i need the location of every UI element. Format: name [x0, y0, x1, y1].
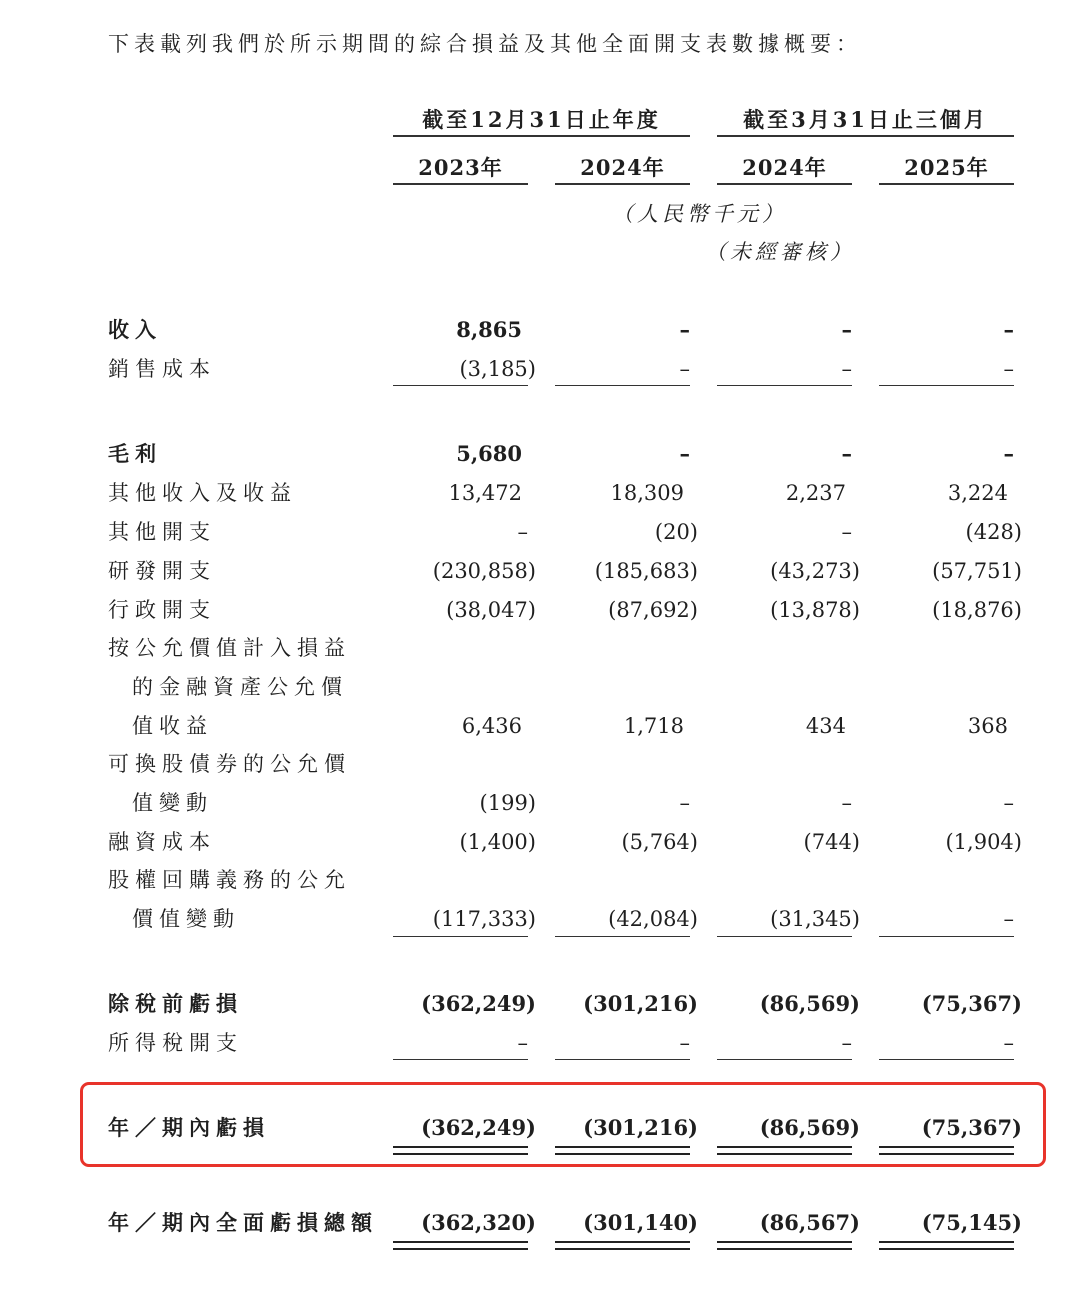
subtotal-rule	[717, 1059, 852, 1060]
cell: (428)	[965, 520, 1022, 544]
cell: 368	[967, 714, 1008, 738]
row-label: 按公允價值計入損益	[108, 636, 351, 660]
cell: –	[679, 441, 690, 466]
cell: (230,858)	[432, 559, 536, 583]
cell: –	[1003, 1031, 1014, 1055]
row-rnd-expenses	[0, 555, 1080, 587]
header-year-2023: 2023年	[393, 153, 528, 185]
cell: 5,680	[456, 441, 522, 466]
subtotal-rule	[555, 1059, 690, 1060]
subtotal-rule	[717, 385, 852, 386]
cell: (301,216)	[583, 1115, 698, 1140]
cell: (18,876)	[932, 598, 1022, 622]
cell: –	[1003, 317, 1014, 342]
row-label: 年／期內全面虧損總額	[108, 1210, 378, 1235]
cell: –	[841, 1031, 852, 1055]
unit-label: （人民幣千元）	[612, 202, 787, 226]
row-other-income	[0, 477, 1080, 509]
cell: (86,567)	[759, 1210, 860, 1235]
cell: (362,249)	[421, 991, 536, 1016]
row-fvtpl-line1	[0, 632, 1080, 664]
row-label: 銷售成本	[108, 357, 216, 381]
cell: –	[841, 520, 852, 544]
cell: (185,683)	[594, 559, 698, 583]
intro-text: 下表載列我們於所示期間的綜合損益及其他全面開支表數據概要：	[108, 32, 862, 56]
cell: –	[1003, 357, 1014, 381]
row-cost-of-sales	[0, 353, 1080, 385]
cell: –	[679, 791, 690, 815]
subtotal-rule	[393, 385, 528, 386]
row-other-expenses	[0, 516, 1080, 548]
row-fvtpl-line2	[0, 671, 1080, 703]
row-total-comprehensive-loss	[0, 1207, 1080, 1239]
row-label: 其他開支	[108, 520, 216, 544]
subtotal-rule	[879, 936, 1014, 937]
cell: (301,140)	[583, 1210, 698, 1235]
row-finance-costs	[0, 826, 1080, 858]
total-double-rule	[717, 1241, 852, 1250]
row-label: 年／期內虧損	[108, 1115, 270, 1140]
cell: (301,216)	[583, 991, 698, 1016]
cell: –	[841, 317, 852, 342]
cell: –	[1003, 441, 1014, 466]
row-label: 毛利	[108, 441, 162, 466]
header-year-2024-q1: 2024年	[717, 153, 852, 185]
cell: (5,764)	[621, 830, 698, 854]
cell: (117,333)	[432, 907, 536, 931]
cell: (75,145)	[921, 1210, 1022, 1235]
subtotal-rule	[879, 385, 1014, 386]
cell: 6,436	[461, 714, 522, 738]
header-group-quarter: 截至3月31日止三個月	[717, 105, 1014, 137]
unaudited-label: （未經審核）	[705, 240, 855, 264]
highlight-box	[80, 1082, 1046, 1167]
subtotal-rule	[555, 936, 690, 937]
cell: –	[1003, 791, 1014, 815]
cell: (87,692)	[608, 598, 698, 622]
row-label: 其他收入及收益	[108, 481, 297, 505]
row-fvtpl-gain	[0, 710, 1080, 742]
row-label: 值變動	[132, 791, 213, 815]
cell: –	[679, 317, 690, 342]
cell: (38,047)	[446, 598, 536, 622]
cell: (31,345)	[770, 907, 860, 931]
row-redemption-change	[0, 903, 1080, 935]
header-group-year: 截至12月31日止年度	[393, 105, 690, 137]
subtotal-rule	[717, 936, 852, 937]
cell: (43,273)	[770, 559, 860, 583]
cell: 8,865	[456, 317, 522, 342]
row-label: 的金融資產公允價	[132, 675, 348, 699]
row-label: 收入	[108, 317, 162, 342]
total-double-rule	[555, 1241, 690, 1250]
row-gross-profit	[0, 438, 1080, 470]
row-admin-expenses	[0, 594, 1080, 626]
cell: (1,904)	[945, 830, 1022, 854]
cell: –	[841, 357, 852, 381]
row-income-tax	[0, 1027, 1080, 1059]
total-double-rule	[879, 1241, 1014, 1250]
cell: (362,249)	[421, 1115, 536, 1140]
cell: –	[679, 357, 690, 381]
cell: 13,472	[448, 481, 522, 505]
row-label: 融資成本	[108, 830, 216, 854]
row-label: 所得稅開支	[108, 1031, 243, 1055]
cell: –	[679, 1031, 690, 1055]
row-label: 可換股債券的公允價	[108, 752, 351, 776]
cell: 18,309	[610, 481, 684, 505]
cell: 2,237	[785, 481, 846, 505]
row-loss-before-tax	[0, 988, 1080, 1020]
row-redemption-line1	[0, 864, 1080, 896]
row-label: 除稅前虧損	[108, 991, 243, 1016]
cell: (744)	[803, 830, 860, 854]
cell: (20)	[654, 520, 698, 544]
row-label: 價值變動	[132, 907, 240, 931]
cell: (3,185)	[459, 357, 536, 381]
header-year-2024: 2024年	[555, 153, 690, 185]
header-year-2025-q1: 2025年	[879, 153, 1014, 185]
subtotal-rule	[555, 385, 690, 386]
cell: (75,367)	[921, 1115, 1022, 1140]
cell: (86,569)	[759, 991, 860, 1016]
row-label: 研發開支	[108, 559, 216, 583]
cell: 434	[805, 714, 846, 738]
cell: 3,224	[947, 481, 1008, 505]
cell: (86,569)	[759, 1115, 860, 1140]
cell: (1,400)	[459, 830, 536, 854]
cell: (13,878)	[770, 598, 860, 622]
cell: –	[841, 791, 852, 815]
cell: (199)	[479, 791, 536, 815]
cell: –	[841, 441, 852, 466]
row-label: 值收益	[132, 714, 213, 738]
cell: (42,084)	[608, 907, 698, 931]
cell: (75,367)	[921, 991, 1022, 1016]
cell: 1,718	[623, 714, 684, 738]
row-revenue	[0, 314, 1080, 346]
subtotal-rule	[879, 1059, 1014, 1060]
row-convertible-change	[0, 787, 1080, 819]
subtotal-rule	[393, 1059, 528, 1060]
row-convertible-line1	[0, 748, 1080, 780]
cell: –	[517, 520, 528, 544]
cell: –	[1003, 907, 1014, 931]
row-label: 股權回購義務的公允	[108, 868, 351, 892]
total-double-rule	[393, 1241, 528, 1250]
cell: (57,751)	[932, 559, 1022, 583]
cell: (362,320)	[421, 1210, 536, 1235]
cell: –	[517, 1031, 528, 1055]
subtotal-rule	[393, 936, 528, 937]
row-label: 行政開支	[108, 598, 216, 622]
